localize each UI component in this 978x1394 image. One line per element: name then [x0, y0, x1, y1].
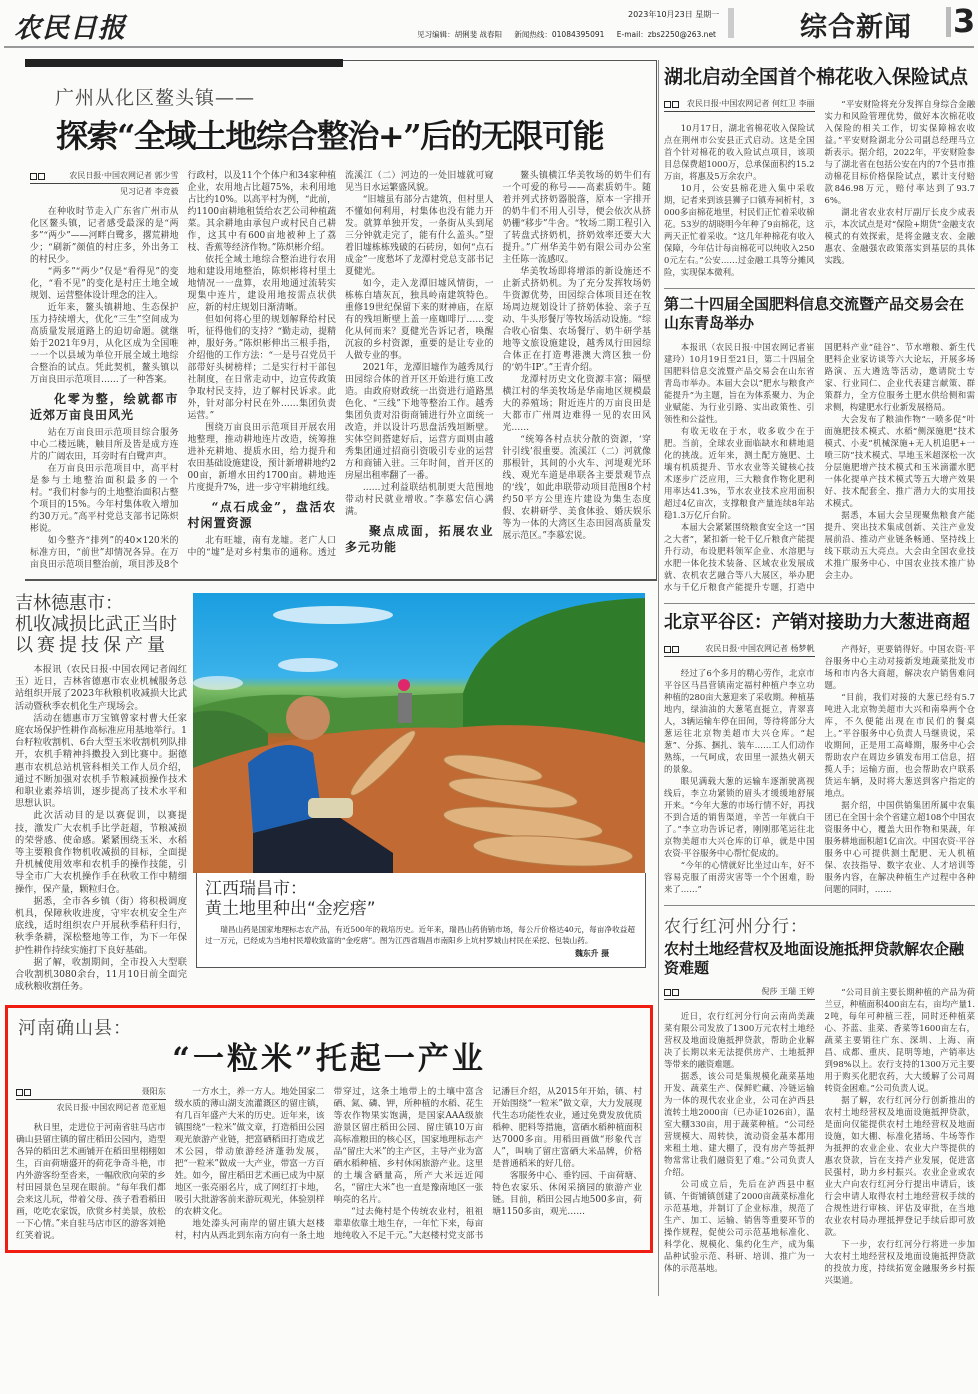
- email: E-mail：zbs2250@263.net: [616, 30, 716, 39]
- paragraph: 一方水土，养一方人。地处国家二级水质的薄山湖支流灌溉区的留庄镇，有几百年盛产大米的历史。近年来，该镇围绕“一粒米”做文章，打造稻田公园观光旅游产业链，把富硒稻田打造成艺术公园，带动旅游经济蓬勃发展，把“一粒米”做成一大产业，带富一方百姓。如今，留庄稻田艺术画已成为中原地区一张亮丽名片，成了网红打卡地，吸引大批游客前来游玩观光，体验别样的农耕文化。: [174, 1087, 325, 1218]
- paragraph: “两多”“两少”仅是“看得见”的变化，“看不见”的变化是村庄土地全域规划、运营整体设计理念的注入。: [30, 267, 179, 301]
- byline: [30, 170, 179, 184]
- paragraph: 大会发布了粮油作物“一喷多促”叶面施肥技术模式、水稻“侧深施肥”技术模式、小麦“机械深施+无人机追肥+一喷三防”技术模式、旱地玉米超深松一次分层施肥增产技术模式和玉米滴灌水肥一体化提单产技术模式等五大增产效果好、技术配套全、推广潜力大的实用技术模式。: [824, 414, 975, 508]
- byline-marker-icon: [664, 101, 671, 108]
- paragraph: “平安财险将充分发挥自身综合金融实力和风险管理优势，做好本次棉花收入保险的相关工作，切实保障棉农收益。”平安财险湖北分公司副总经理马立新表示。据介绍，2022年，平安财险参与了湖北省在包括公安在内的7个县市推动棉花目标价格保险试点，累计支付赔款846.98万元，赔付率达到了93.76%。: [824, 99, 975, 205]
- page-number: 3: [953, 2, 976, 40]
- main-headline: 探索“全域土地综合整治+”后的无限可能: [56, 117, 604, 155]
- hubei-article-body: [664, 98, 975, 278]
- paragraph: “过去俺村是个传统农业村，祖祖辈辈依靠土地生存，一年忙下来，每亩地纯收入不足千元。”大赵楼村党支部书记潘巨介绍，从2015年开始，镇、村开始围绕“一粒米”做文章，大力发展现代生态功能性农业，通过免费发放优质稻种、肥料等措施，富硒水稻种植面积达7000多亩。用稻田画做“形象代言人”，叫响了留庄富硒大米品牌，价格是普通稻米的好几倍。: [333, 1087, 642, 1242]
- main-kicker: 广州从化区鳌头镇——: [55, 87, 256, 109]
- jilin-article-body: [15, 664, 187, 993]
- byline-text: 农民日报·中国农网记者 杨梦帆: [705, 644, 815, 653]
- byline: [664, 643, 815, 657]
- paragraph: 鳌头镇横江华美牧场的奶牛们有一个可爱的称号——高素质奶牛。随着并列式挤奶器脱落，原本一字排开的奶牛们不用人引导，便会依次从挤奶栅“移步”牛舍。“牧场二期工程引入了转盘式挤奶机，挤奶效率还要大大提升。”广州华美牛奶有限公司办公室主任陈一流感叹。: [502, 171, 651, 265]
- right-content-area: [658, 60, 975, 1296]
- headline-line: 吉林德惠市：: [15, 593, 123, 614]
- beijing-headline: 北京平谷区：产销对接助力大葱进商超: [664, 612, 970, 633]
- byline-marker-icon: [672, 646, 679, 653]
- issue-date: 2023年10月23日 星期一: [628, 10, 720, 19]
- article-paragraphs: [15, 664, 187, 993]
- nonghang-kicker: 农行红河州分行：: [664, 917, 808, 937]
- left-content-area: [5, 60, 655, 1253]
- article-paragraphs: [664, 98, 975, 278]
- article-paragraphs: [664, 643, 975, 895]
- fertilizer-article: [664, 289, 975, 604]
- headline-line: 机收减损比武正当时: [15, 614, 177, 635]
- paragraph: 下一步，农行红河分行将进一步加大农村土地经营权及地面设施抵押贷款的投放力度，持续拓宽金融服务乡村振兴渠道。: [824, 1239, 975, 1285]
- header-divider: [728, 8, 734, 38]
- paragraph: 产得好，更要销得好。中国农资·平谷服务中心主动对接新发地蔬菜批发市场和市内各大商超，解决农户销售难问题。: [824, 644, 975, 690]
- paragraph: 10月17日，湖北省棉花收入保险试点在荆州市公安县正式启动。这是全国首个针对棉花的收入险试点项目，该项目总保费超1000万，总承保面积约15.2万亩，将惠及5万余农户。: [664, 123, 815, 181]
- hubei-headline: 湖北启动全国首个棉花收入保险试点: [664, 66, 969, 88]
- masthead-rule: [4, 46, 974, 48]
- byline-text: 农民日报·中国农网记者 郭少雪: [69, 171, 179, 180]
- paragraph: 围绕万亩良田示范项目开展农用地整理，推动耕地连片改造，统筹推进补充耕地、提质水田，给力提升和农田基础设施建设，预计新增耕地约200亩，新增水田约1700亩。耕地连片度提升7%，进一步守牢耕地红线。: [187, 423, 336, 493]
- paragraph: 秋日里，走进位于河南省驻马店市确山县留庄镇的留庄稻田公园内，造型各异的稻田艺术画铺开在稻田里栩栩如生，百亩荷塘盛开的荷花争奇斗艳，市内外游客纷至沓来，一幅欣欣向荣的乡村田园景色呈现在眼前。“每年我们都会来这儿玩，带着父母、孩子看看稻田画，吃吃农家饭，欣赏乡村美景，放松一下心情。”来自驻马店市区的游客刘艳红笑着说。: [16, 1123, 166, 1242]
- byline-sub: 见习记者 李竞毅: [119, 187, 179, 196]
- paragraph: 湖北省农业农村厅副厅长皮少成表示，本次试点是对“保险+期货”金融支农模式的有效探索，是将金融支农、金融惠农、金融强农政策落实到基层的具体实践。: [824, 207, 975, 265]
- article-subheading: 聚点成面，拓展农业多元功能: [345, 524, 494, 554]
- byline-marker-icon: [30, 173, 37, 180]
- masthead-info: [407, 29, 716, 40]
- article-paragraphs: [664, 341, 975, 593]
- byline-marker-icon: [672, 101, 679, 108]
- headline-line: 以赛提技保产量: [15, 635, 169, 656]
- paragraph: 本报讯（农民日报·中国农网记者阎红玉）近日，吉林省德惠市农业机械服务总站组织开展了2023年秋粮机收减损大比武活动暨秋季农机化生产现场会。: [15, 664, 187, 712]
- paragraph: 据了解，收割期间，全市投入大型联合收割机3080余台，11月10日前全面完成秋粮收割任务。: [15, 956, 187, 993]
- paragraph: 眼见满载大葱的运输车逐渐驶离视线后，李立功紧锁的眉头才缓缓地舒展开来。“今年大葱的市场行情不好，再找不到合适的销售渠道，辛苦一年就白干了。”李立功告诉记者，刚刚那笔运往北京物美超市大兴仓库的订单，就是中国农资·平谷服务中心帮忙促成的。: [664, 776, 815, 858]
- byline-text: 聂阳东: [141, 1087, 166, 1097]
- byline-marker-icon: [38, 173, 45, 180]
- article-subheading: “点石成金”，盘活农村闲置资源: [187, 500, 336, 530]
- jilin-photo-row: [5, 593, 655, 993]
- paragraph: 如今整齐“排列”的40×120米的标准方田，“前世”却情况各异。在万亩良田示范项目整治前，项目涉及8个行政村，以及11个个体户和34家种植企业，农用地占比超75%，未利用地占比约10%。以高平村为例，“此前，约1100亩耕地租赁给农艺公司种植蔬菜。其余耕地由承包户或村民自己耕作，这其中有600亩地被种上了荔枝、香蕉等经济作物。”陈炽彬介绍。: [30, 171, 337, 570]
- jilin-article: [5, 593, 187, 993]
- highlighted-article-henan: [5, 1005, 653, 1253]
- yam-harvest-photo: [193, 593, 645, 873]
- paragraph: 10月，公安县棉花进入集中采收期，记者来到该县狮子口镇寿祠析村，3000多亩棉花地里，村民们正忙着采收棉花。53岁的胡晓明今年种了9亩棉花，这两天正忙着采收。“这几年种棉花有收入保障，今年估计每亩棉花可以纯收入2500元左右。”公安……过金融工具等分摊风险，实现保本微利。: [664, 183, 815, 277]
- byline-sub: 农民日报·中国农网记者 范亚旭: [56, 1103, 166, 1113]
- paragraph: 有收无收在于水，收多收少在于肥。当前，全球农业面临缺水和耕地退化的挑战。近年来，测土配方施肥、土壤有机质提升、节水农业等关键核心技术逐步广泛应用，三大粮食作物化肥利用率达41.3%，节水农业技术应用面积超过4亿亩次，支撑粮食产量连续8年站稳1.3万亿斤台阶。: [664, 426, 815, 520]
- photo-headline: [205, 879, 635, 919]
- editors: 见习编辑：胡俐斐 战春阳: [417, 30, 502, 39]
- paragraph: 依托全域土地综合整治进行农用地和建设用地整治，陈炽彬将村里土地情况一一盘算，农用地通过流转实现集中连片，建设用地按需点状供应，新的村庄规划日渐清晰。: [187, 255, 336, 313]
- paragraph: 据介绍，中国供销集团所属中农集团已在全国十余个省建立超108个中国农资服务中心，覆盖大田作物和果蔬，年服务耕地面积超1亿亩次。中国农资·平谷服务中心可提供测土配肥、无人机植保、农技指导、数字农业、人才培训等服务内容，在解决种植生产过程中各种问题的同时，……: [824, 800, 975, 894]
- photo-feature: [193, 593, 645, 968]
- paragraph: 据了解，农行红河分行创新推出的农村土地经营权及地面设施抵押贷款，是面向仅能提供农村土地经营权及地面设施，如大棚、标准化猪场、牛场等作为抵押的农业企业、农业大户等提供的惠农贷款，旨在支持产业发展，促进富民强村，助力乡村振兴。农业企业或农业大户向农行红河分行提出申请后，该行会申请人取得农村土地经营权手续的合规性进行审核、评估及审批，在当地农业农村局办理抵押登记手续后即可放款。: [824, 1095, 975, 1237]
- henan-article-body: [16, 1086, 642, 1242]
- byline-marker-icon: [24, 1089, 31, 1096]
- nonghang-headline: 农村土地经营权及地面设施抵押贷款解农企融资难题: [664, 940, 965, 977]
- section-divider: [946, 7, 951, 37]
- byline-marker-icon: [16, 1089, 23, 1096]
- article-paragraphs: [664, 986, 975, 1286]
- photo-caption-box: [196, 873, 646, 968]
- paragraph: 此次活动目的是以赛促训，以赛提技，激发广大农机手比学赶超，节粮减损的荣誉感、使命感。紧紧围绕玉米、水稻等主要粮食作物机收减损的目标，全面提升机械使用效率和农机手的操作技能，引导全市广大农机操作手在秋收工作中精细操作，保产量，颗粒归仓。: [15, 810, 187, 895]
- paragraph: 据悉，该公司是集规模化蔬菜基地开发、蔬菜生产、保鲜贮藏、冷链运输为一体的现代农业企业，公司在泸西县流转土地2000亩（已办证1026亩），温室大棚330亩，用于蔬菜种植。“公司经营规模大、周转快，流动资金基本都用来租土地、建大棚了，没有房产等抵押物常常让我们融资犯了难。”公司负责人介绍。: [664, 1071, 815, 1177]
- photo-illustration: [193, 593, 645, 873]
- paragraph: 客服务中心、垂钓园、千亩荷塘、特色农家乐、休闲采摘园的旅游产业链。目前，稻田公园占地500多亩，荷塘1150多亩，观光……: [492, 1171, 642, 1218]
- jilin-headline: [15, 593, 187, 656]
- paragraph: 但如何将心里的规划解释给村民听，征得他们的支持？“勤走动，提精神，服好务。”陈炽彬伸出三根手指，介绍他的工作方法：“一是号召党员干部带好头树榜样；二是实行村干部包社制度，在日常走动中，边宣传政策争取村民支持，边了解村民诉求。此外，针对部分村民在外……集团负责运营。”: [187, 315, 336, 421]
- nonghang-article-body: [664, 986, 975, 1286]
- paragraph: 华美牧场即将增添的新设施还不止新式挤奶机。为了充分发挥牧场奶牛资源优势，田园综合体项目还在牧场周边规划设计了挤奶体验、亲子互动、牛头形餐厅等牧场活动设施。“综合收心宿集、农场餐厅、奶牛研学基地等文旅设施建设，越秀凤行田园综合体正在打造粤港澳大湾区独一份的‘奶牛IP’。”王青介绍。: [502, 267, 651, 373]
- paragraph: 经过了6个多月的精心劳作，北京市平谷区马昌营镇南定福村种植户李立功种植的280亩大葱迎来了采收期。种植基地内，绿油油的大葱笔直挺立，青翠喜人，3辆运输车停在田间，等待将部分大葱运往北京物美超市大兴仓库。“起葱”、分拣、捆扎、装车……工人们动作熟练，一气呵成，农田里一派热火朝天的景象。: [664, 668, 815, 774]
- news-hotline: 新闻热线：01084395091: [514, 30, 605, 39]
- main-article-bar: [25, 59, 343, 67]
- paragraph: 北有旺墟，南有龙墟。老广人口中的“墟”是对乡村集市的通称。透过流溪江（二）河边的一处旧墟就可窥见当日水运繁盛风貌。: [187, 171, 494, 558]
- paragraph: 本报讯（农民日报·中国农网记者崔建玲）10月19日至21日，第二十四届全国肥料信息交流暨产品交易会在山东省青岛市举办。本届大会以“肥水与粮食产能提升”为主题，旨在为体系聚力、为企业赋能、为行业引路、实出政策性、引领性和公益性。: [664, 342, 815, 424]
- article-paragraphs: [30, 170, 651, 571]
- paragraph: 活动在德惠市万宝镇曾家村曹大任家庭农场保护性耕作高标准应用基地举行。1台籽粒收割机、6台大型玉米收割机列队排开，农机手精神抖擞投入到比赛中。据德惠市农机总站机管科相关工作人员介绍，通过不断加强对农机手节粮减损操作技术和职业素养培训，逐步提高了技术水平和思想认识。: [15, 712, 187, 810]
- newspaper-logo: 农民日报: [14, 13, 126, 44]
- paragraph: “统筹各村点状分散的资源，‘穿针引线’很重要。流溪江（二）河就像那根针，其间的小火车、河堤观光环线、观光车道是串联各主要景观节点的‘线’，如此串联带动项目范围8个村约50平方公里连片建设为集生态度假、农耕研学、美食体验、婚庆娱乐等为一体的大湾区生态田园高质量发展示范区。”李慕宏说。: [502, 435, 651, 541]
- byline-marker-icon: [664, 646, 671, 653]
- paragraph: 龙潭村历史文化资源丰富；隔壁横江村的华美牧场是华南地区规模最大的养殖场；附近连片的万亩良田是大都市广州周边难得一见的农田风光……: [502, 375, 651, 433]
- byline: [664, 98, 815, 112]
- paragraph: 在种收时节走入广东省广州市从化区鳌头镇，记者感受最深的是“两多”“两少”——河畔白鹭多，撂荒耕地少；“刷新”颜值的村庄多，外出务工的村民少。: [30, 207, 179, 265]
- byline-marker-icon: [664, 989, 671, 996]
- fertilizer-article-body: [664, 341, 975, 593]
- paragraph: 在万亩良田示范项目中，高平村是参与土地整治面积最多的一个村。“我们村参与的土地整治面积占整个项目的15%。今年村集体收入增加约30万元。”高平村党总支部书记陈炽彬说。: [30, 464, 179, 534]
- byline: [16, 1086, 166, 1100]
- byline: [664, 986, 815, 1000]
- paragraph: 本届大会紧紧围绕粮食安全这一“国之大者”，紧扣新一轮千亿斤粮食产能提升行动，布设肥料领军企业、水溶肥与水肥一体化技术装备、区域农业发展成就、农机农艺融合等八大展区，举办肥水与千亿斤粮食产能提升专题，打造中国肥料产业“硅谷”、节水增粮、新生代肥料企业家访谈等六大论坛，开展多场路演、五大遴选等活动，邀请院士专家、行业同仁、企业代表建言献策、群策群力，全方位服务土肥水供给侧和需求侧，构建肥水行业新发展格局。: [664, 342, 975, 592]
- paragraph: ……过利益联结机制更大范围地带动村民就业增收。”李慕宏信心满满。: [345, 483, 494, 517]
- paragraph: 据悉，全市各乡镇（街）将积极调度机具，保障秋收进度，守牢农机安全生产底线，适时组织农户开展秋季秸秆归行，秋季条耕，深松整地等工作，为下一年保护性耕作持续实施打下良好基础。: [15, 895, 187, 956]
- photo-caption: 瑞昌山药是国家地理标志农产品，有近500年的栽培历史。近年来，瑞昌山药俏销市场，每公斤价格达40元，每亩净收益超过一万元，已经成为当地村民增收致富的“金疙瘩”。图为江西省瑞昌市南阳乡上坑村罗城山村民在采挖、包装山药。: [205, 925, 635, 945]
- main-article-body: [30, 170, 651, 571]
- paragraph: “公司目前主要长期种植的产品为荷兰豆，种植面积400亩左右，亩均产量1.2吨，每年可种植三茬，同时还种植菜心、芥蓝、韭菜、香菜等1600亩左右，蔬菜主要销往广东、深圳、上海、南昌、成都、重庆、昆明等地，产销率达到98%以上。农行支持的1300万元主要用于购买化肥农药，大大缓解了公司周转资金困难。”公司负责人说。: [824, 987, 975, 1093]
- paragraph: 站在万亩良田示范项目综合服务中心二楼远眺，触目所及皆是成方连片的广阔农田，耳旁时有白鹭声声。: [30, 428, 179, 462]
- byline-marker-icon: [672, 989, 679, 996]
- photo-credit: 魏东升 摄: [575, 949, 609, 958]
- paragraph: 2021年，龙潭旧墟作为越秀凤行田园综合体的首开区开始进行施工改造。由政府财政统一出资进行道路黑色化、“三线”下地等整治工作。越秀集团负责对沿街商铺进行外立面统一改造，并以设计巧思盘活残垣断壁。实体空间搭建好后，运营方面则由越秀集团通过招商引资吸引专业的运营方和商铺入驻。三年时间，首开区的房屋出租率翻了一番。: [345, 363, 494, 481]
- paragraph: 据悉，本届大会呈现聚焦粮食产能提升、突出技术集成创新、关注产业发展前沿、推动产业链条畅通、坚持线上线下联动五大亮点。大会由全国农业技术推广服务中心、中国农业技术推广协会主办。: [824, 510, 975, 580]
- headline-line: 黄土地里种出“金疙瘩”: [205, 899, 376, 919]
- headline-line: 江西瑞昌市：: [205, 879, 307, 899]
- paragraph: “今年的心情就好比坐过山车，好不容易克服了雨涝灾害等一个个困难，盼来了……”: [664, 860, 815, 894]
- beijing-article-body: [664, 643, 975, 895]
- paragraph: “目前，我们对接的大葱已经有5.7吨进入北京物美超市大兴和南皋两个仓库，不久便能出现在市民们的餐桌上。”平谷服务中心负责人马继贵说，采收期间，正是用工高峰期，服务中心会帮助农户在周边乡镇发布用工信息，招揽人手；运输方面，也会帮助农户联系货运车辆，及时将大葱送到客户指定的地点。: [824, 692, 975, 798]
- henan-kicker: 河南确山县：: [18, 1018, 132, 1040]
- byline-text: 农民日报·中国农网记者 何红卫 李丽: [686, 99, 815, 108]
- section-title: 综合新闻: [800, 12, 912, 43]
- henan-headline: “一粒米”托起一产业: [172, 1041, 486, 1078]
- paragraph: 近年来，鳌头镇耕地、生态保护压力持续增大，优化“三生”空间成为高质量发展道路上的迫切命题。就继始于2021年9月，从化区成为全国唯一一个以县域为单位开展全域土地综合整治的试点。凭此契机，鳌头镇以万亩良田示范项目……了一种答案。: [30, 303, 179, 385]
- beijing-article: [664, 604, 975, 906]
- paragraph: 公司成立后，先后在泸西县中枢镇、午街铺镇创建了2000亩蔬菜标准化示范基地，并制订了企业标准，规范了生产、加工、运输、销售等重要环节的操作规程，促使公司示范基地标准化、科学化、规模化、集约化生产，成为集品种试验示范、科研、培训、推广为一体的示范基地。: [664, 1179, 815, 1273]
- fertilizer-headline: 第二十四届全国肥料信息交流暨产品交易会在山东青岛举办: [664, 295, 965, 332]
- main-article: [25, 60, 657, 581]
- paragraph: “旧墟虽有部分古建筑，但村里人不懂如何利用，村集体也没有能力开发。就算单独开发，一条街从头到尾三分钟就走完了，能有什么盖头。”望着旧墟栋栋残破的石砖房，如何“点石成金”一度愁坏了龙潭村党总支部书记夏健光。: [345, 195, 494, 277]
- paragraph: 近日，农行红河分行向云南尚美蔬菜有限公司发放了1300万元农村土地经营权及地面设施抵押贷款，帮助企业解决了长期以来无法提供房产、土地抵押等带来的融资难题。: [664, 1011, 815, 1069]
- hubei-article: [664, 60, 975, 289]
- paragraph: 如今，走入龙潭旧墟风情街，一栋栋白墙灰瓦，独具岭南建筑特色。重修19世纪保留下来的财神庙，在原有的残垣断壁上盖一座咖啡厅……变化从何而来？夏健光告诉记者，唤醒沉寂的乡村资源，重要的是让专业的人做专业的事。: [345, 279, 494, 361]
- nonghang-article: [664, 906, 975, 1296]
- byline-text: 倪莎 王瑞 王婷: [761, 987, 815, 996]
- article-subheading: 化零为整，绘就都市近郊万亩良田风光: [30, 392, 179, 422]
- paragraph: 地处溱头河南岸的留庄镇大赵楼村，村内从西北到东南方向有一条土地带穿过，这条土地带上的土壤中富含硒、氮、磷、钾，所种植的水稻、花生等农作物果实饱满，是国家AAA级旅游景区留庄稻田公园、留庄镇10万亩高标准粮田的核心区，国家地理标志产品“留庄大米”的主产区，主导产业为富硒水稻种植、乡村休闲旅游产业。这里的土壤含硒量高，所产大米远近闻名，“留庄大米”也一直是豫南地区一张响亮的名片。: [174, 1087, 484, 1242]
